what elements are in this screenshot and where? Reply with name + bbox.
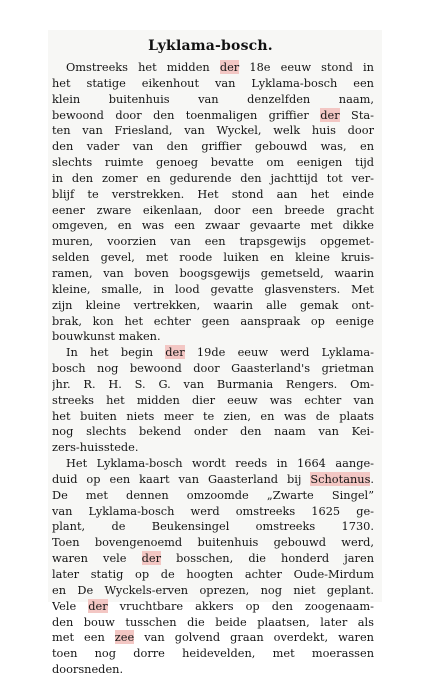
text-line xyxy=(52,377,374,393)
text-line xyxy=(52,519,374,535)
text-line xyxy=(52,282,374,298)
text-line xyxy=(52,662,374,678)
highlighted-word: der xyxy=(320,107,340,122)
text-segment: Vele xyxy=(52,598,89,613)
text-line xyxy=(52,108,374,124)
article-title: Lyklama-bosch. xyxy=(148,38,273,54)
text-segment: plant, de Beukensingel omstreeks 1730. xyxy=(52,519,374,534)
text-segment: zers-huisstede. xyxy=(52,440,139,455)
text-segment: jhr. R. H. S. G. van Burmania Rengers. Om- xyxy=(52,376,374,391)
highlighted-word: der xyxy=(141,551,162,566)
text-segment: bewoond door den toenmaligen griffier xyxy=(52,107,321,122)
text-line xyxy=(52,646,374,662)
text-line xyxy=(52,234,374,250)
article-body xyxy=(52,60,374,678)
text-line xyxy=(52,615,374,631)
text-segment: den vader van den griffier gebouwd was, en xyxy=(52,139,374,154)
text-segment: Toen bovengenoemd buitenhuis gebouwd werd, xyxy=(52,535,374,550)
text-line xyxy=(52,599,374,615)
text-segment: In het begin xyxy=(66,345,166,360)
text-line xyxy=(52,488,374,504)
highlighted-word: zee xyxy=(114,630,135,645)
text-line xyxy=(52,535,374,551)
text-segment: kleine, smalle, in lood gevatte glasvensters. Met xyxy=(52,281,374,296)
text-segment: Het Lyklama-bosch wordt reeds in 1664 aange- xyxy=(66,456,374,471)
text-segment: den bouw tusschen die beide plaatsen, later als xyxy=(52,614,374,629)
text-line xyxy=(52,456,374,472)
text-segment: van Lyklama-bosch werd omstreeks 1625 ge- xyxy=(52,503,374,518)
text-segment: Omstreeks het midden xyxy=(66,60,220,74)
text-segment: brak, kon het echter geen aanspraak op eenige xyxy=(52,313,374,328)
text-line xyxy=(52,409,374,425)
text-line xyxy=(52,630,374,646)
highlighted-word: der xyxy=(219,60,240,74)
text-segment: klein buitenhuis van denzelfden naam, xyxy=(52,91,374,106)
text-line xyxy=(52,314,374,330)
text-segment: waren vele xyxy=(52,551,142,566)
text-segment: omgeven, en was een zwaar gevaarte met dikke xyxy=(52,218,374,233)
text-line xyxy=(52,329,374,345)
text-segment: blijf te verstrekken. Het stond aan het einde xyxy=(52,186,374,201)
text-segment: nog slechts bekend onder den naam van Kei- xyxy=(52,424,374,439)
text-line xyxy=(52,123,374,139)
text-segment: doorsneden. xyxy=(52,662,124,677)
text-segment: Sta- xyxy=(339,107,374,122)
text-segment: selden gevel, met roode luiken en kleine kruis- xyxy=(52,250,374,265)
text-segment: in den zomer en gedurende den jachttijd tot ver- xyxy=(52,170,374,185)
highlighted-word: Schotanus xyxy=(310,471,371,486)
text-line xyxy=(52,171,374,187)
text-line xyxy=(52,250,374,266)
text-segment: met een xyxy=(52,630,115,645)
text-segment: streeks het midden dier eeuw was echter van xyxy=(52,392,374,407)
text-line xyxy=(52,155,374,171)
text-line xyxy=(52,218,374,234)
text-segment: bosch nog bewoond door Gaasterland's grietman xyxy=(52,361,374,376)
text-line xyxy=(52,504,374,520)
text-segment: duid op een kaart van Gaasterland bij xyxy=(52,471,311,486)
text-segment: het buiten niets meer te zien, en was de plaats xyxy=(52,408,374,423)
text-line xyxy=(52,424,374,440)
text-line xyxy=(52,60,374,76)
text-line xyxy=(52,440,374,456)
text-line xyxy=(52,345,374,361)
text-line xyxy=(52,266,374,282)
text-segment: slechts ruimte genoeg bevatte om eenigen tijd xyxy=(52,155,374,170)
text-line xyxy=(52,472,374,488)
highlighted-word: der xyxy=(165,345,185,360)
text-line xyxy=(52,92,374,108)
text-line xyxy=(52,583,374,599)
text-line xyxy=(52,203,374,219)
text-segment: 18e eeuw stond in xyxy=(239,60,374,74)
text-line xyxy=(52,187,374,203)
text-segment: toen nog dorre heidevelden, met moerassen xyxy=(52,646,374,661)
text-segment: vruchtbare akkers op den zoogenaam- xyxy=(107,598,374,613)
text-line xyxy=(52,361,374,377)
text-segment: eener zware eikenlaan, door een breede gracht xyxy=(52,202,374,217)
text-segment: zijn kleine vertrekken, waarin alle gemak ont- xyxy=(52,297,374,312)
text-segment: ramen, van boven boogsgewijs gemetseld, waarin xyxy=(52,265,374,280)
text-segment: later statig op de hoogten achter Oude-Mirdum xyxy=(52,567,374,581)
text-line xyxy=(52,76,374,92)
highlighted-word: der xyxy=(88,598,108,613)
text-line xyxy=(52,139,374,155)
text-line xyxy=(52,551,374,567)
text-line xyxy=(52,393,374,409)
text-segment: bouwkunst maken. xyxy=(52,329,161,344)
text-segment: bosschen, die honderd jaren xyxy=(161,551,374,566)
text-line xyxy=(52,298,374,314)
text-segment: muren, voorzien van een trapsgewijs opgemet- xyxy=(52,234,374,249)
text-segment: De met dennen omzoomde „Zwarte Singel” xyxy=(52,487,374,502)
text-line xyxy=(52,567,374,583)
text-segment: . xyxy=(370,471,374,486)
text-segment: van golvend graan overdekt, waren xyxy=(134,630,374,645)
text-segment: ten van Friesland, van Wyckel, welk huis door xyxy=(52,123,374,138)
text-segment: en De Wyckels-erven oprezen, nog niet geplant. xyxy=(52,582,374,597)
text-segment: het statige eikenhout van Lyklama-bosch een xyxy=(52,75,374,90)
text-segment: 19de eeuw werd Lyklama- xyxy=(184,345,374,360)
